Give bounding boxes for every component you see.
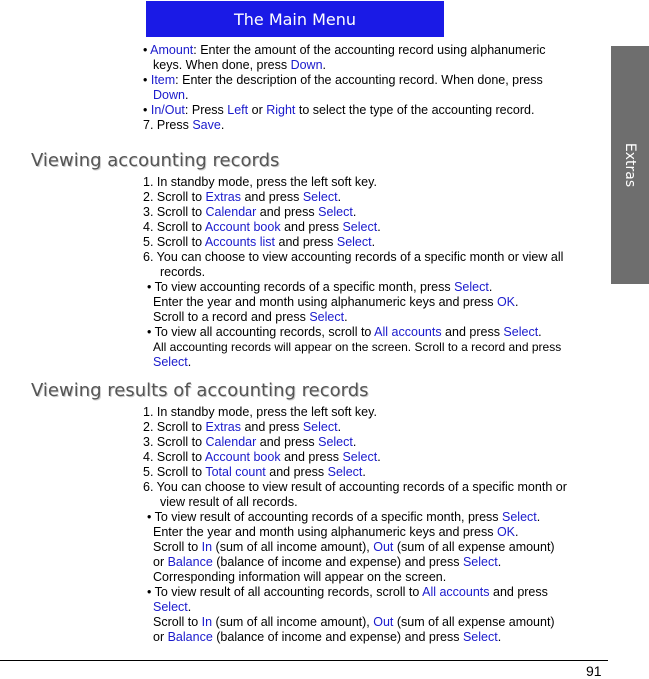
footer-divider (0, 660, 608, 661)
s2-step-4: 4. Scroll to Account book and press Select. (143, 450, 381, 464)
s2-bullet-2-line-2: Select. (153, 600, 192, 614)
s2-step-2: 2. Scroll to Extras and press Select. (143, 420, 342, 434)
select-keyword: Select (454, 280, 489, 294)
account-book-keyword: Account book (204, 450, 281, 464)
balance-keyword: Balance (167, 630, 213, 644)
save-keyword: Save (192, 118, 221, 132)
select-keyword: Select (336, 235, 372, 249)
s1-bullet-2-line-3: Select. (153, 355, 192, 369)
out-keyword: Out (373, 615, 394, 629)
select-keyword: Select (503, 325, 539, 339)
page-number: 91 (586, 663, 602, 679)
amount-keyword: Amount (150, 43, 194, 57)
calendar-keyword: Calendar (205, 205, 257, 219)
right-keyword: Right (266, 103, 296, 117)
accounts-list-keyword: Accounts list (204, 235, 276, 249)
s1-bullet-2-line-2: All accounting records will appear on the screen. Scroll to a record and press (153, 340, 562, 354)
ok-keyword: OK (496, 525, 516, 539)
all-accounts-keyword: All accounts (422, 585, 490, 599)
s2-step-6: 6. You can choose to view result of accounting records of a specific month or (143, 480, 567, 494)
s1-step-2: 2. Scroll to Extras and press Select. (143, 190, 342, 204)
section-tab (611, 46, 649, 284)
s1-step-5: 5. Scroll to Accounts list and press Select. (143, 235, 376, 249)
s1-step-6-cont: records. (160, 265, 206, 279)
inout-keyword: In/Out (150, 103, 185, 117)
select-keyword: Select (342, 220, 378, 234)
amount-line: • Amount: Enter the amount of the accounting record using alphanumeric (143, 43, 546, 57)
s2-bullet-2-line-3: Scroll to In (sum of all income amount), Out (sum of all expense amount) (153, 615, 555, 629)
all-accounts-keyword: All accounts (374, 325, 442, 339)
s1-bullet-1-line-3: Scroll to a record and press Select. (153, 310, 348, 324)
s1-step-4: 4. Scroll to Account book and press Select. (143, 220, 381, 234)
select-keyword: Select (327, 465, 363, 479)
section-tab-label: Extras (622, 142, 638, 188)
chapter-title: The Main Menu (233, 9, 357, 29)
select-keyword: Select (342, 450, 378, 464)
select-keyword: Select (302, 420, 338, 434)
s1-bullet-1: • To view accounting records of a specific month, press Select. (147, 280, 493, 294)
select-keyword: Select (502, 510, 537, 524)
amount-line-2: keys. When done, press Down. (153, 58, 327, 72)
s2-bullet-1-line-2: Enter the year and month using alphanumeric keys and press OK. (153, 525, 519, 539)
in-keyword: In (201, 540, 213, 554)
item-line-2: Down. (153, 88, 189, 102)
chapter-header (146, 1, 444, 37)
down-keyword: Down (290, 58, 323, 72)
left-keyword: Left (227, 103, 249, 117)
s2-bullet-1: • To view result of accounting records of a specific month, press Select. (147, 510, 541, 524)
section-title-viewing-results: Viewing results of accounting records (31, 380, 369, 401)
s2-step-6-cont: view result of all records. (160, 495, 298, 509)
s2-bullet-1-line-3: Scroll to In (sum of all income amount), Out (sum of all expense amount) (153, 540, 555, 554)
item-line: • Item: Enter the description of the accounting record. When done, press (143, 73, 543, 87)
select-keyword: Select (302, 190, 338, 204)
extras-keyword: Extras (205, 420, 241, 434)
select-keyword: Select (309, 310, 345, 324)
ok-keyword: OK (496, 295, 516, 309)
select-keyword: Select (318, 435, 353, 449)
s1-bullet-1-line-2: Enter the year and month using alphanumeric keys and press OK. (153, 295, 519, 309)
s1-step-6: 6. You can choose to view accounting records of a specific month or view all (143, 250, 564, 264)
balance-keyword: Balance (167, 555, 213, 569)
s2-step-5: 5. Scroll to Total count and press Select. (143, 465, 366, 479)
select-keyword: Select (318, 205, 353, 219)
extras-keyword: Extras (205, 190, 241, 204)
inout-line: • In/Out: Press Left or Right to select the type of the accounting record. (143, 103, 535, 117)
in-keyword: In (201, 615, 213, 629)
select-keyword: Select (462, 630, 498, 644)
s2-bullet-2: • To view result of all accounting records, scroll to All accounts and press (147, 585, 548, 599)
select-keyword: Select (153, 600, 188, 614)
section-title-viewing-records: Viewing accounting records (31, 150, 280, 171)
select-keyword: Select (462, 555, 498, 569)
item-keyword: Item (150, 73, 176, 87)
s2-bullet-1-line-5: Corresponding information will appear on the screen. (153, 570, 447, 584)
s1-step-1: 1. In standby mode, press the left soft key. (143, 175, 377, 189)
s2-step-1: 1. In standby mode, press the left soft key. (143, 405, 377, 419)
s2-bullet-1-line-4: or Balance (balance of income and expense) and press Select. (153, 555, 502, 569)
out-keyword: Out (373, 540, 394, 554)
account-book-keyword: Account book (204, 220, 281, 234)
step-7: 7. Press Save. (143, 118, 225, 132)
total-count-keyword: Total count (205, 465, 266, 479)
select-keyword: Select (153, 355, 188, 369)
s1-bullet-2: • To view all accounting records, scroll to All accounts and press Select. (147, 325, 542, 339)
calendar-keyword: Calendar (205, 435, 257, 449)
s2-step-3: 3. Scroll to Calendar and press Select. (143, 435, 357, 449)
down-keyword: Down (153, 88, 185, 102)
s2-bullet-2-line-4: or Balance (balance of income and expense) and press Select. (153, 630, 502, 644)
s1-step-3: 3. Scroll to Calendar and press Select. (143, 205, 357, 219)
